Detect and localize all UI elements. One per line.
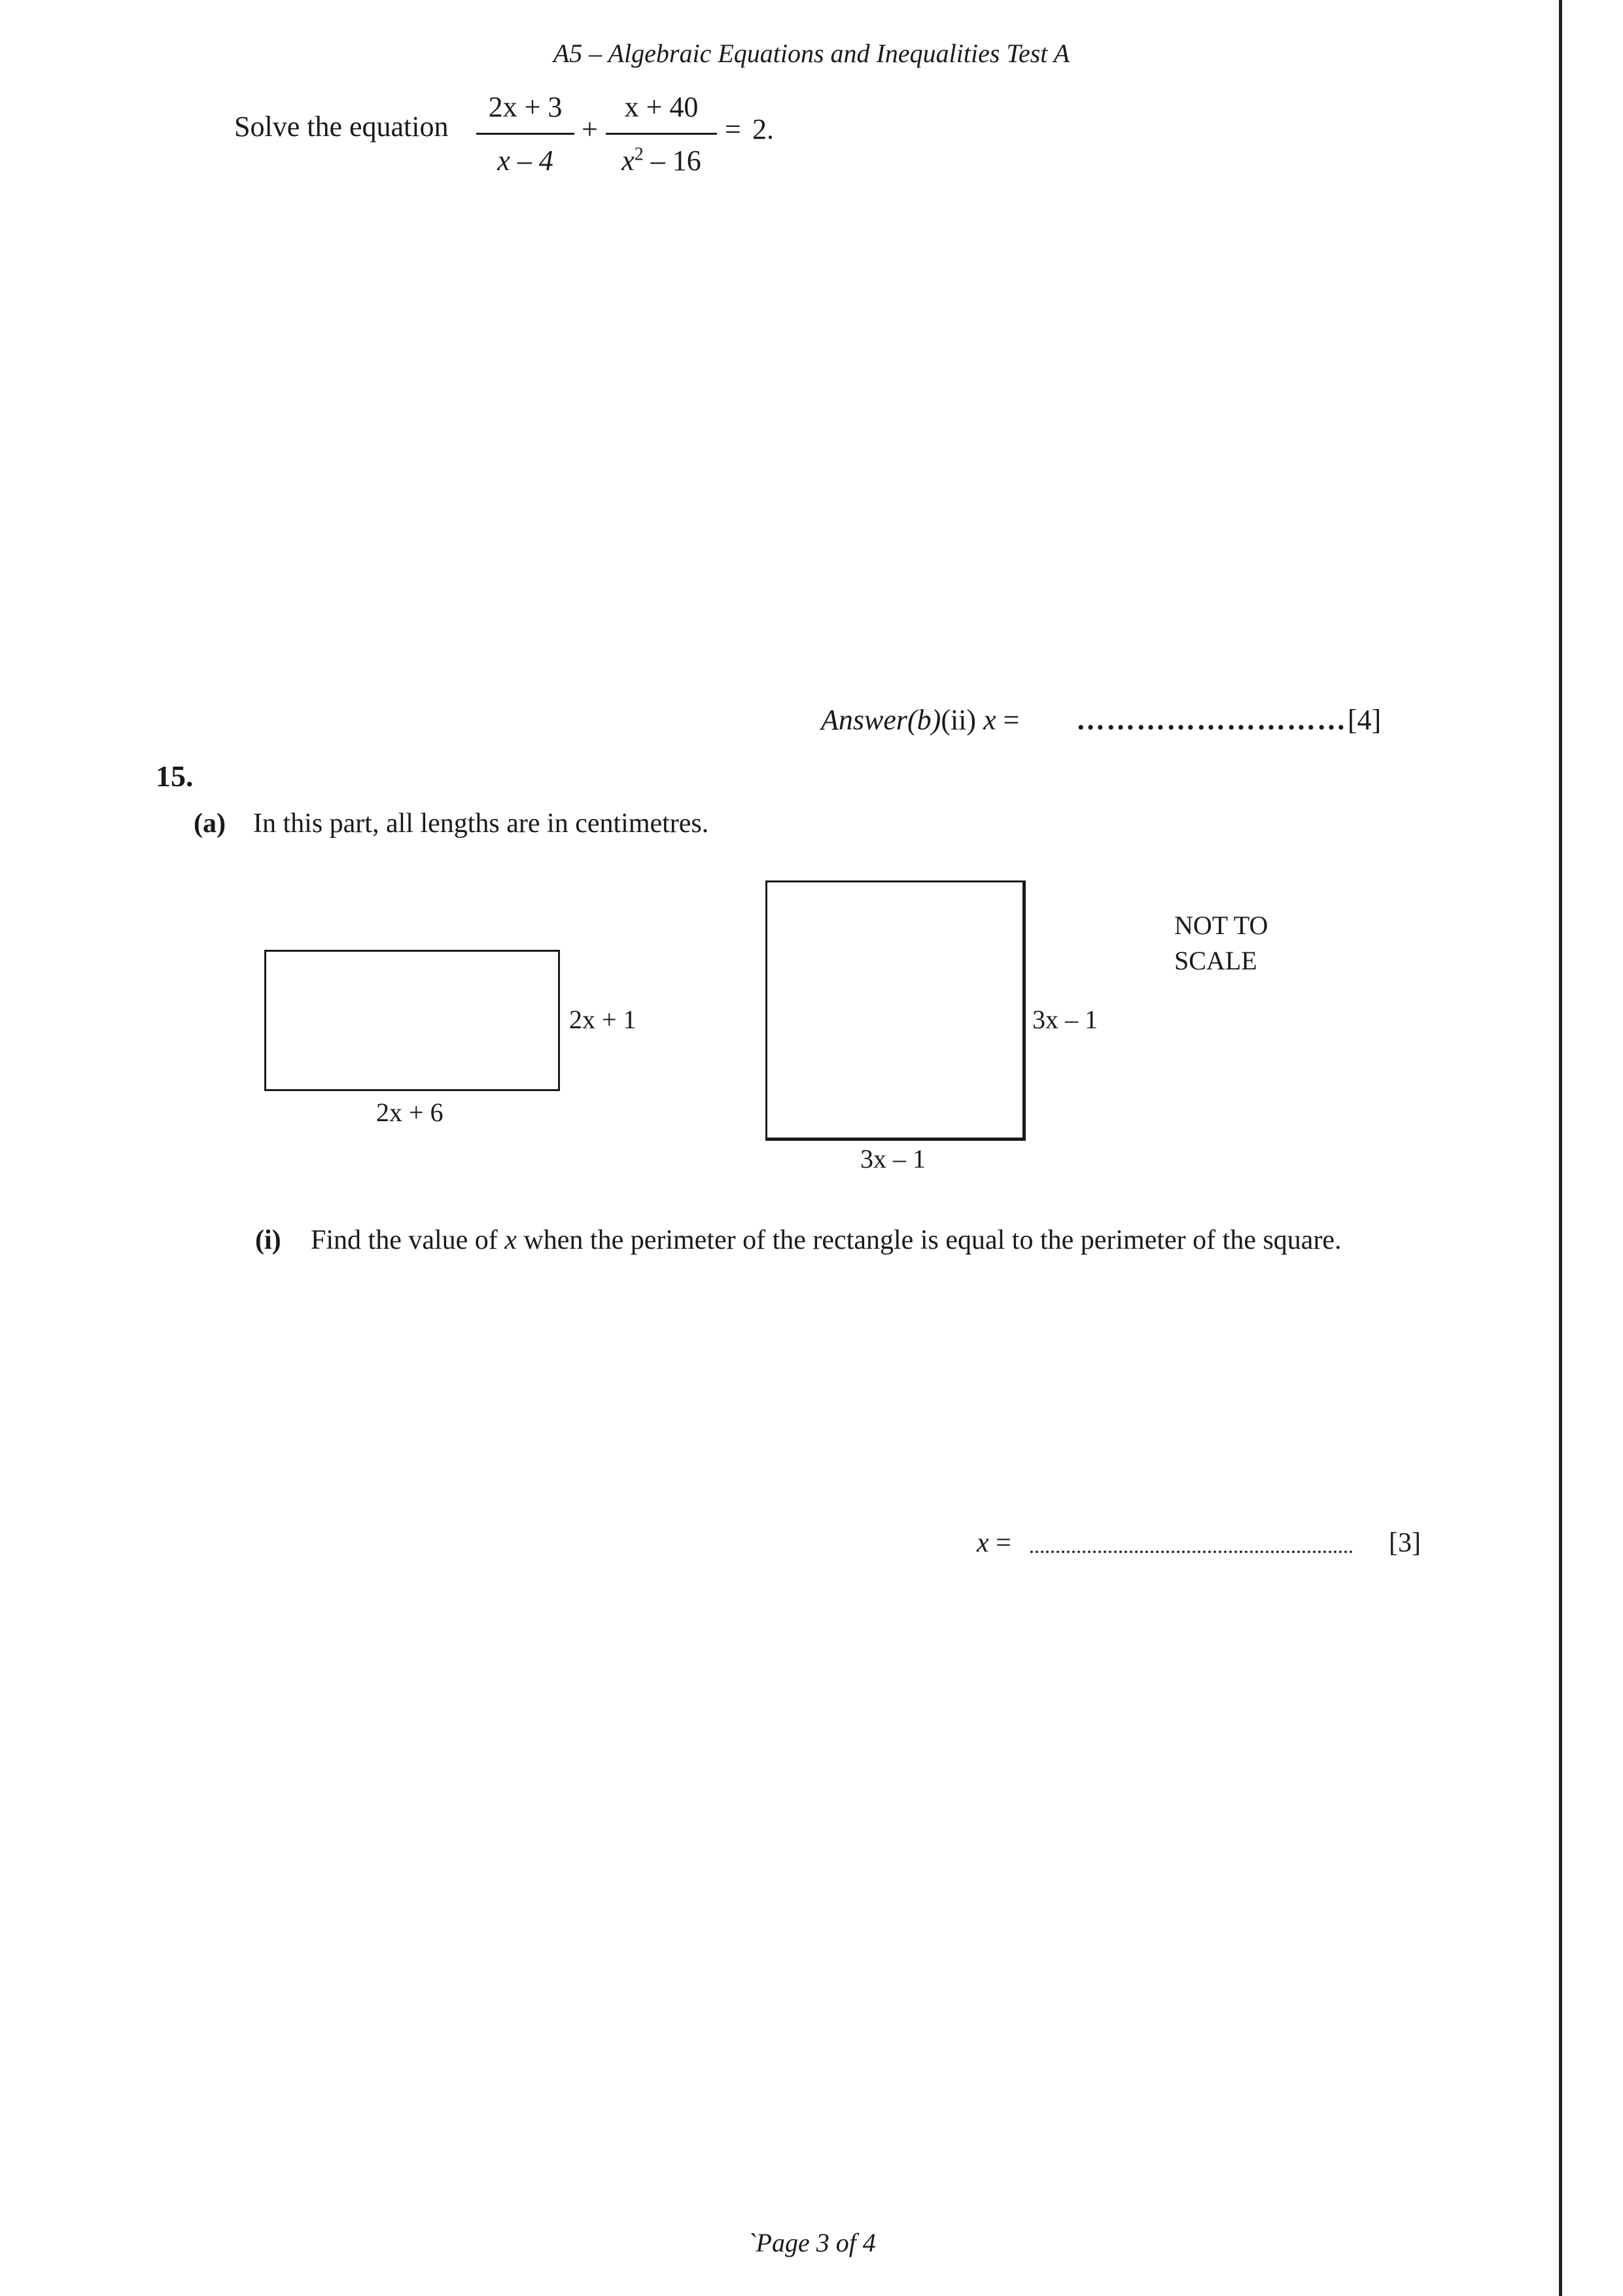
not-to-scale-line-2: SCALE [1174,946,1257,975]
fraction-2-denominator [606,144,717,177]
answer-b-blank[interactable]: ……………………… [1076,704,1347,736]
fraction-2-den-rest: – 16 [650,145,701,177]
part-i-label: (i) [255,1225,281,1255]
answer-b-eq: = [1003,704,1020,736]
fraction-2 [606,90,717,177]
square-side-label: 3x – 1 [1032,1005,1098,1034]
part-i-text-before: Find the value of [311,1225,505,1255]
answer-b-var: x [983,704,996,736]
square-bottom-label: 3x – 1 [860,1144,926,1174]
not-to-scale-line-1: NOT TO [1174,911,1268,940]
fraction-2-numerator: x + 40 [624,91,699,123]
answer-i-blank[interactable]: .............................................................. [1029,1534,1353,1557]
fraction-1-denominator: x – 4 [497,145,553,177]
rectangle-height-label: 2x + 1 [569,1005,637,1034]
rectangle-width-label: 2x + 6 [376,1098,444,1127]
part-a-label: (a) [194,809,226,839]
fraction-2-den-exponent: 2 [634,144,644,165]
fraction-2-bar [606,133,717,135]
part-i-text [311,1225,1342,1256]
part-i-var: x [504,1225,517,1255]
fraction-2-den-base: x [621,145,635,177]
plus-sign: + [582,113,598,145]
answer-b-label-part: (ii) [941,704,977,736]
not-to-scale-note [1174,908,1268,979]
part-a-text: In this part, all lengths are in centimetres. [253,809,709,839]
answer-i-var: x [977,1528,989,1558]
answer-b-label-italic: Answer(b) [821,704,941,736]
answer-b-label [821,703,1019,737]
question-prompt: Solve the equation [234,111,449,143]
fraction-1 [476,90,574,177]
page-footer: `Page 3 of 4 [747,2228,876,2257]
answer-i-marks: [3] [1389,1528,1421,1558]
fraction-1-bar [476,133,574,135]
page-header-title: A5 – Algebraic Equations and Inequalities Test A [553,39,1070,68]
equation-rhs: 2. [752,113,774,145]
fraction-1-numerator: 2x + 3 [488,91,563,123]
question-number: 15. [156,759,194,793]
equals-sign: = [725,113,741,145]
answer-i-label [977,1527,1011,1559]
square-shape [765,880,1026,1141]
rectangle-shape [264,950,560,1091]
answer-i-eq: = [996,1528,1011,1558]
answer-b-marks: [4] [1348,704,1382,736]
part-i-text-after: when the perimeter of the rectangle is equal to the perimeter of the square. [516,1225,1342,1255]
page-right-border [1559,0,1562,2296]
